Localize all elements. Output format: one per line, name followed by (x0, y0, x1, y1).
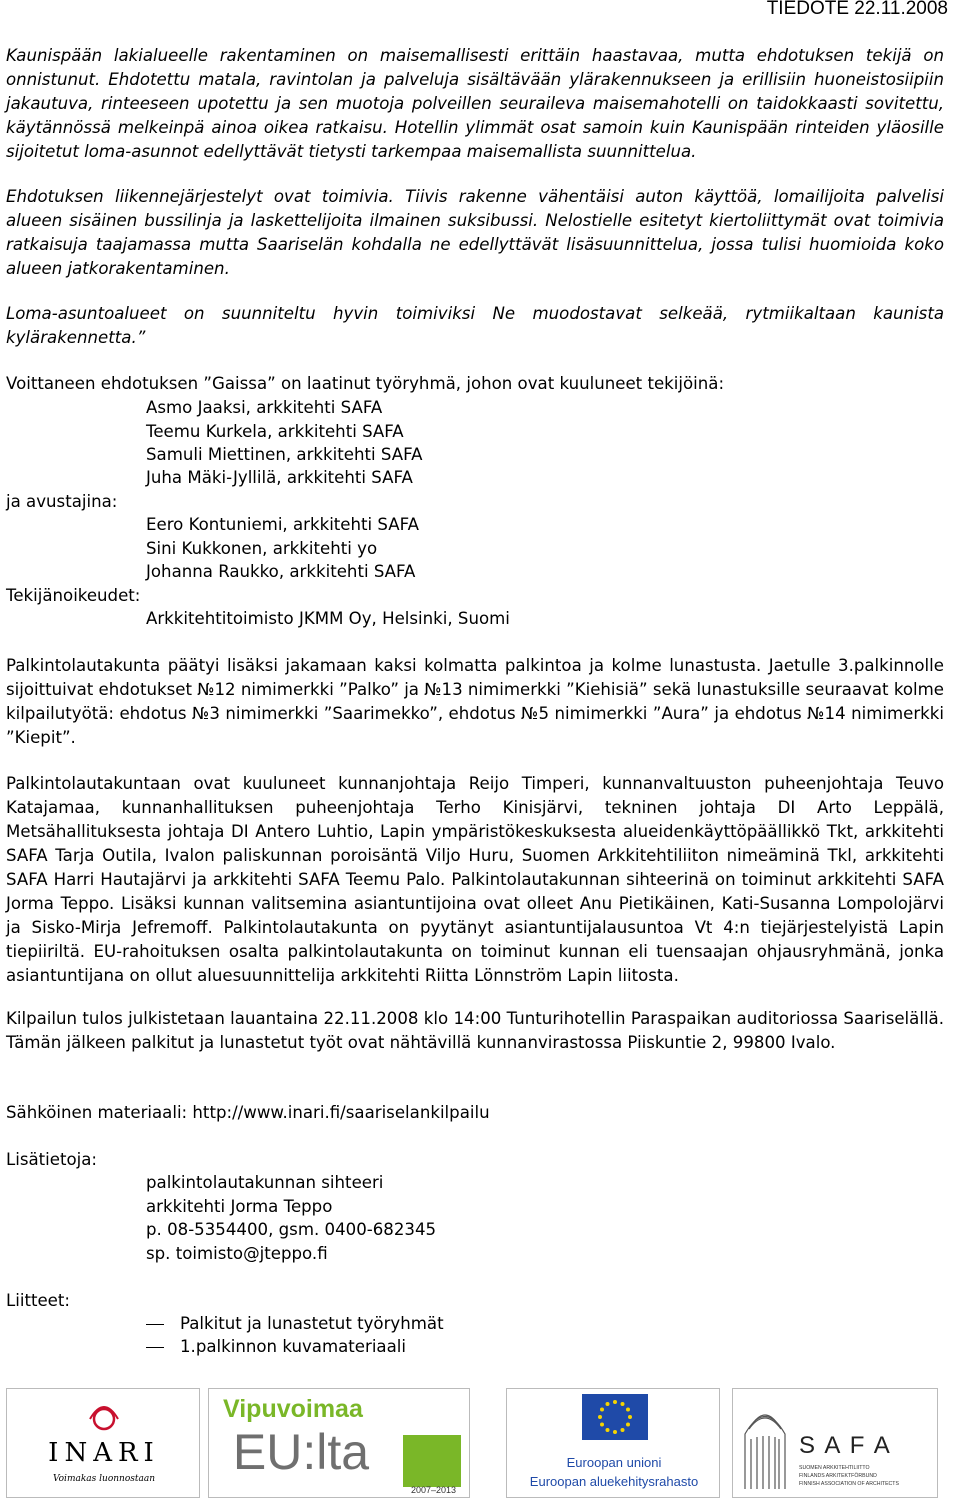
team-member: Teemu Kurkela, arkkitehti SAFA (146, 422, 404, 441)
inari-emblem-icon (7, 1389, 200, 1498)
eu-logo (506, 1388, 720, 1498)
safa-line1: SUOMEN ARKKITEHTILIITTO (799, 1465, 870, 1471)
paragraph-other-prizes: Palkintolautakunta päätyi lisäksi jakamaan kaksi kolmatta palkintoa ja kolme lunastusta. Jaetulle 3.palkinnolle sijoittuivat ehdotukset №12 nimimerkki ”Palko” ja №13 nimimerkki ”Kiehisiä” sekä lunastuksille seuraavat kolme kilpailutyötä: ehdotus №3 nimimerkki ”Saarimekko”, ehdotus №5 nimimerkki ”Aura” ja ehdotus №14 nimimerkki ”Kiepit”. (6, 656, 944, 747)
attachment-item-label: 1.palkinnon kuvamateriaali (180, 1337, 406, 1356)
copyright-holder: Arkkitehtitoimisto JKMM Oy, Helsinki, Suomi (146, 609, 510, 628)
assistants-label: ja avustajina: (6, 492, 118, 511)
eu-star (606, 1402, 610, 1406)
eu-star (626, 1408, 630, 1412)
assistant-member: Eero Kontuniemi, arkkitehti SAFA (146, 515, 419, 534)
paragraph-winning-team-intro: Voittaneen ehdotuksen ”Gaissa” on laatinut työryhmä, johon ovat kuuluneet tekijöinä: (6, 374, 725, 393)
eu-star (628, 1415, 632, 1419)
dash-bullet-icon (146, 1324, 164, 1325)
electronic-material-link: Sähköinen materiaali: http://www.inari.fi/saariselankilpailu (6, 1103, 490, 1122)
vipuvoimaa-logo (208, 1388, 470, 1498)
contact-line: sp. toimisto@jteppo.fi (146, 1244, 328, 1263)
attachment-item (146, 1312, 444, 1336)
attachments-label: Liitteet: (6, 1291, 70, 1310)
safa-wordmark: S A F A (799, 1432, 892, 1459)
contact-line: arkkitehti Jorma Teppo (146, 1197, 333, 1216)
copyright-label: Tekijänoikeudet: (6, 586, 141, 605)
team-member: Juha Mäki-Jyllilä, arkkitehti SAFA (146, 468, 413, 487)
attachment-item-label: Palkitut ja lunastetut työryhmät (180, 1314, 444, 1333)
vipuvoimaa-badge-icon (403, 1435, 461, 1487)
vipuvoimaa-eu-text: EU:lta (232, 1424, 370, 1480)
contact-label: Lisätietoja: (6, 1150, 98, 1169)
paragraph-announcement: Kilpailun tulos julkistetaan lauantaina 22.11.2008 klo 14:00 Tunturihotellin Paraspaikan auditoriossa Saariselällä. Tämän jälkeen palkitut ja lunastetut työt ovat nähtävillä kunnanvirastossa Piiskuntie 2, 99800 Ivalo. (6, 1009, 944, 1052)
eu-star (600, 1408, 604, 1412)
safa-logo (732, 1388, 938, 1498)
inari-logo (6, 1388, 200, 1498)
dash-bullet-icon (146, 1347, 164, 1348)
safa-line2: FINLANDS ARKITEKTFÖRBUND (799, 1473, 877, 1479)
eu-star (621, 1428, 625, 1432)
paragraph-jury: Palkintolautakuntaan ovat kuuluneet kunnanjohtaja Reijo Timperi, kunnanvaltuuston puheenjohtaja Teuvo Katajamaa, kunnanhallituksen puheenjohtaja Terho Kinisjärvi, tekninen johtaja DI Arto Leppälä, Metsähallituksesta johtaja DI Antero Luhtio, Lapin ympäristökeskuksesta alueidenkäyttöpäällikkö Tkt, arkkitehti SAFA Tarja Outila, Ivalon paliskunnan poroisäntä Viljo Huru, Suomen Arkkitehtiliiton nimeäminä Tkl, arkkitehti SAFA Harri Hautajärvi ja arkkitehti SAFA Teemu Palo. Palkintolautakunnan sihteerinä on toiminut arkkitehti SAFA Jorma Teppo. Lisäksi kunnan valitsemina asiantuntijoina ovat olleet Anu Pietikäinen, Kati-Susanna Lompolojärvi ja Sisko-Mirja Jefremoff. Palkintolautakunta on pyytänyt asiantuntijalausuntoa Vt 4:n tiejärjestelyistä Lapin tiepiiriltä. EU-rahoituksen osalta palkintolautakunta on toiminut kunnan eli tuensaajan ohjausryhmänä, jonka asiantuntijana on ollut aluesuunnittelija arkkitehti Riitta Lönnström Lapin liitosta. (6, 774, 944, 985)
eu-line1: Euroopan unioni (566, 1455, 662, 1470)
team-member: Samuli Miettinen, arkkitehti SAFA (146, 445, 423, 464)
safa-capital-icon (745, 1415, 785, 1489)
contact-line: palkintolautakunnan sihteeri (146, 1173, 384, 1192)
vipuvoimaa-title: Vipuvoimaa (223, 1395, 363, 1423)
document-date-stamp: TIEDOTE 22.11.2008 (766, 0, 948, 19)
assistant-member: Johanna Raukko, arkkitehti SAFA (146, 562, 416, 581)
attachment-item (146, 1335, 406, 1359)
safa-line3: FINNISH ASSOCIATION OF ARCHITECTS (799, 1481, 899, 1487)
assistant-member: Sini Kukkonen, arkkitehti yo (146, 539, 378, 558)
eu-star (613, 1430, 617, 1434)
vipuvoimaa-years: 2007–2013 (411, 1485, 457, 1495)
eu-line2: Euroopan aluekehitysrahasto (529, 1474, 699, 1489)
eu-star (621, 1402, 625, 1406)
eu-star (606, 1428, 610, 1432)
paragraph-landscape-assessment: Kaunispään lakialueelle rakentaminen on maisemallisesti erittäin haastavaa, mutta ehdotuksen tekijä on onnistunut. Ehdotettu matala, ravintolan ja palveluja sisältävään ylärakennukseen ja erillisiin huoneistosiipiin jakautuva, rinteeseen upotettu ja sen muotoja polveillen seuraileva maisemahotelli on taidokkaasti sovitettu, käytännössä melkeinpä ainoa oikea ratkaisu. Hotellin ylimmät osat samoin kuin Kaunispään rinteiden yläosille sijoitetut loma-asunnot edellyttävät tietysti tarkempaa maisemallista suunnittelua. (6, 46, 944, 161)
team-member: Asmo Jaaksi, arkkitehti SAFA (146, 398, 383, 417)
eu-star (613, 1400, 617, 1404)
contact-line: p. 08-5354400, gsm. 0400-682345 (146, 1220, 437, 1239)
eu-star (598, 1415, 602, 1419)
eu-star (600, 1423, 604, 1427)
paragraph-holiday-housing: Loma-asuntoalueet on suunniteltu hyvin toimiviksi Ne muodostavat selkeää, rytmiikaltaan kaunista kylärakennetta.” (6, 304, 944, 347)
paragraph-traffic-assessment: Ehdotuksen liikennejärjestelyt ovat toimivia. Tiivis rakenne vähentäisi auton käyttöä, lomailijoita palvelisi alueen sisäinen bussilinja ja laskettelijoita ilmainen suksibussi. Nelostielle esitetyt kiertoliittymät ovat toimivia ratkaisuja taajamassa mutta Saariselän kohdalla ne edellyttävät lisäsuunnittelua, jossa tulisi huomioida koko alueen jatkorakentaminen. (6, 187, 944, 278)
inari-tagline: Voimakas luonnostaan (52, 1474, 156, 1484)
inari-wordmark: INARI (48, 1438, 160, 1468)
eu-star (626, 1423, 630, 1427)
